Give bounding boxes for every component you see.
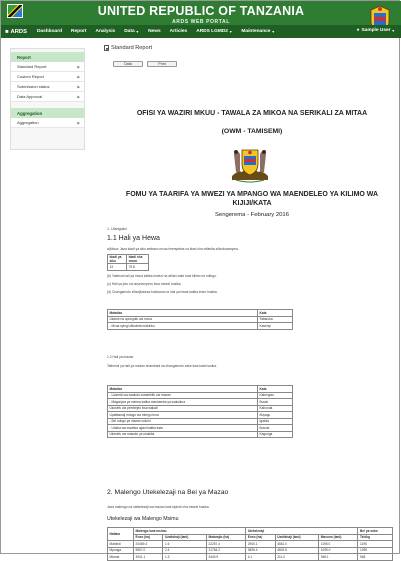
nav-analysis[interactable]: Analysis (95, 29, 116, 34)
table-cell: Mtama (108, 554, 134, 561)
sidebar-item-label: Custom Report (17, 74, 44, 79)
nav-dashboard[interactable]: Dashboard (36, 29, 63, 34)
sidebar-group-aggregation: Aggregation (11, 108, 84, 118)
breadcrumb (104, 45, 152, 51)
nav-maintenance[interactable] (241, 29, 275, 34)
table-cell: 1.6 (163, 541, 207, 548)
table-cell: - Uvamizi wa wadudu waharibifu wa mazao (108, 392, 258, 399)
table-cell: 3440.9 (206, 554, 245, 561)
table-cell: 21764.2 (206, 547, 245, 554)
table-cell: Igalula (258, 418, 293, 425)
table-cell: Buyagu (258, 412, 293, 419)
table-cell: 2.4 (163, 547, 207, 554)
sidebar-item-standard-report[interactable] (11, 62, 84, 72)
table-cell: 1095.0 (319, 547, 358, 554)
table-cell: Busola (258, 425, 293, 432)
sidebar-item-aggregation[interactable] (11, 118, 84, 128)
table-row (108, 323, 293, 330)
section-1-para: (d) Changamoto zilizojitokeza kutokana na hali ya hewa katika eneo husika. (107, 290, 218, 294)
table-cell: 948.1 (319, 554, 358, 561)
targets-header: Nafaka (108, 528, 134, 541)
table-cell: Kahunda (258, 405, 293, 412)
table-cell: 948 (358, 554, 393, 561)
sidebar-item-submission-status[interactable] (11, 82, 84, 92)
section-1-title: 1.1 Hali ya Hewa (107, 235, 160, 242)
section-1-2-title: 1.2 Hali ya mazao (107, 355, 134, 359)
user-name: Sample User (361, 28, 391, 33)
targets-group-header: Malengo kwa msimu (134, 528, 246, 535)
table-cell: Upatikanaji mdogo wa mbegu bora (108, 412, 258, 419)
table-row (108, 554, 393, 561)
table-cell: - Uhaba wa maafisa ugani katika kata (108, 425, 258, 432)
table-cell: 24469.4 (134, 541, 163, 548)
report-actions (113, 61, 181, 67)
sidebar-group-report: Report (11, 52, 84, 62)
page-title: Standard Report (111, 45, 153, 51)
targets-header: Tsh/kg (358, 534, 393, 541)
table-cell: 3696.4 (246, 547, 275, 554)
chevron-right-icon: ▶ (77, 94, 80, 99)
problems-header: Matatizo (108, 310, 258, 317)
table-cell: 1095 (358, 547, 393, 554)
targets-header: Eneo (ha) (134, 534, 163, 541)
table-cell: Tabaruka (258, 316, 293, 323)
targets-group-header: Utekelezaji (246, 528, 358, 535)
weather-header: Idadi cha mvua (127, 255, 149, 264)
table-cell: 3001.1 (134, 554, 163, 561)
section-2-para: Jaza malengo na utekelezaji wa mazao kwa kipindi cha mwezi husika. (107, 505, 210, 509)
chevron-down-icon: ▼ (228, 29, 233, 34)
section-1-para: (c) Hali ya joto na unyevunyevu kwa mwezi husika. (107, 282, 182, 286)
table-cell: - Bei ndogo ya mazao sokoni (108, 418, 258, 425)
targets-group-header: Bei ya soko (358, 528, 393, 535)
nav-report[interactable]: Report (71, 29, 87, 34)
chevron-down-icon: ▼ (271, 29, 275, 34)
table-cell: Busisi (258, 399, 293, 406)
table-row (108, 431, 293, 438)
nav-brand[interactable] (5, 29, 27, 35)
sidebar-item-label: Standard Report (17, 64, 47, 69)
sidebar-item-data-approval[interactable] (11, 92, 84, 102)
main-content (97, 41, 401, 559)
targets-table (107, 527, 393, 561)
table-cell: 4602.6 (275, 547, 319, 554)
weather-cell: 13 (108, 264, 127, 271)
brand-label: ARDS (10, 28, 27, 35)
targets-header: Uzalishaji (tani) (163, 534, 207, 541)
table-cell: Ukosefu wa pembejeo kwa wakati (108, 405, 258, 412)
print-button[interactable]: Print (147, 61, 177, 67)
sidebar-item-custom-report[interactable] (11, 72, 84, 82)
table-cell: Ukosefu wa masoko ya uhakika (108, 431, 258, 438)
section-2-title: 2. Malengo Utekelezaji na Bei ya Mazao (107, 489, 229, 496)
table-cell: 2940.1 (246, 541, 275, 548)
nav-articles[interactable]: Articles (169, 29, 188, 34)
coat-of-arms-icon (228, 142, 272, 186)
report-heading-ministry: OFISI YA WAZIRI MKUU - TAWALA ZA MIKOA NA SERIKALI ZA MITAA (136, 110, 368, 117)
table-cell: Katunguru (258, 392, 293, 399)
chevron-down-icon: ▼ (135, 29, 140, 34)
crops-header: Kata (258, 386, 293, 393)
nav-ards-lgmd2-label: ARDS LGMD2 (196, 29, 228, 34)
table-cell: Ukame na upungufu wa mvua (108, 316, 258, 323)
table-cell: Kagunga (258, 431, 293, 438)
home-icon: ■ (5, 28, 9, 35)
site-title: UNITED REPUBLIC OF TANZANIA (97, 4, 305, 18)
report-heading-abbrev: (OWM - TAMISEMI) (221, 128, 283, 135)
table-cell: Mpunga (108, 547, 134, 554)
chevron-right-icon: ▶ (77, 84, 80, 89)
table-cell: 22257.4 (206, 541, 245, 548)
targets-header: Matarajio (ha) (206, 534, 245, 541)
sidebar-item-label: Data Approval (17, 94, 43, 99)
user-icon: ● (356, 28, 360, 33)
table-cell: 1.3 (163, 554, 207, 561)
crops-header: Matatizo (108, 386, 258, 393)
report-heading-form: FOMU YA TAARIFA YA MWEZI YA MPANGO WA MAENDELEO YA KILIMO WA KIJIJI/KATA (125, 191, 379, 207)
sidebar-item-label: Aggregation (17, 120, 39, 125)
table-cell: - Magonjwa ya mimea katika mashamba ya wakulima (108, 399, 258, 406)
nav-data[interactable] (124, 29, 139, 34)
section-1-para: a)Mvua: Jaza idadi ya siku ambazo mvua imenyesha na kiasi cha milimita zilizokusanywa. (107, 247, 239, 251)
sidebar (10, 48, 85, 150)
sidebar-item-label: Submission status (17, 84, 50, 89)
chevron-right-icon: ▶ (77, 120, 80, 125)
problems-table (107, 309, 293, 330)
table-cell: 1195.0 (319, 541, 358, 548)
table-cell: Kasenyi (258, 323, 293, 330)
weather-table (107, 254, 149, 271)
chevron-right-icon: ▶ (77, 74, 80, 79)
table-cell: 9857.0 (134, 547, 163, 554)
data-button[interactable]: Data (113, 61, 143, 67)
weather-cell: 79.8 (127, 264, 149, 271)
problems-header: Kata (258, 310, 293, 317)
site-subtitle: ARDS WEB PORTAL (172, 19, 230, 25)
section-1-para: (b) Yaeleza hali ya mvua katika mwezi na athari zake kwa kilimo na mifugo. (107, 274, 217, 278)
nav-news[interactable]: News (148, 29, 161, 34)
table-cell: 1195 (358, 541, 393, 548)
table-cell: Mahindi (108, 541, 134, 548)
table-cell: 211.0 (275, 554, 319, 561)
table-cell: 4.1 (246, 554, 275, 561)
crop-problems-table (107, 385, 293, 438)
nav-maintenance-label: Maintenance (241, 29, 271, 34)
chevron-right-icon: ▶ (77, 64, 80, 69)
report-period: Sengerema - February 2016 (214, 212, 289, 218)
main-navbar (1, 25, 401, 38)
table-cell: 4661.0 (275, 541, 319, 548)
section-1-number: 1. Utangulizi (107, 227, 127, 231)
weather-header: Idadi ya siku (108, 255, 127, 264)
targets-header: Eneo (ha) (246, 534, 275, 541)
chevron-down-icon: ▼ (391, 28, 395, 33)
nav-data-label: Data (124, 29, 135, 34)
section-2-subtitle: Utekelezaji wa Malengo Msimu (107, 516, 179, 522)
section-1-2-para: Tathmini ya hali ya mazao shambani na changamoto zake kwa kata husika. (107, 364, 217, 368)
user-menu[interactable] (357, 28, 395, 33)
targets-header: Mavuno (tani) (319, 534, 358, 541)
nav-ards-lgmd2[interactable] (196, 29, 232, 34)
document-icon (104, 45, 109, 51)
targets-header: Uzalishaji (tani) (275, 534, 319, 541)
table-cell: - Mvua nyingi zilizoleta mafuriko (108, 323, 258, 330)
